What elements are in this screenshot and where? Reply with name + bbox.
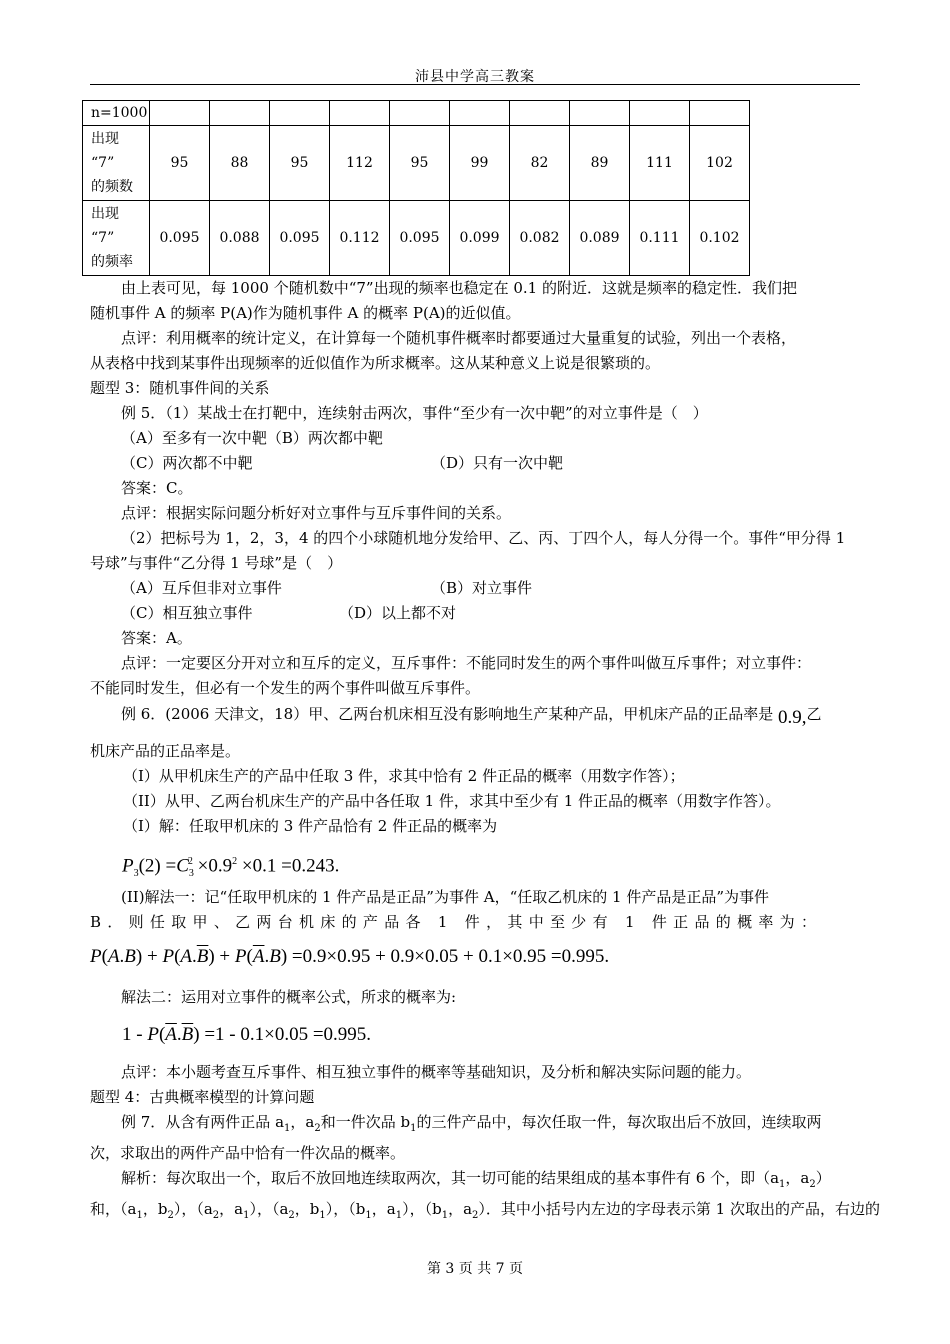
paragraph: 解析：每次取出一个，取后不放回地连续取两次，其一切可能的结果组成的基本事件有 6 个，即（$a_1$，$a_2$） bbox=[121, 1169, 831, 1190]
example-heading: 例 6．(2006 天津文，18）甲、乙两台机床相互没有影响地生产某种产品，甲机床产品的正品率是 0.9,乙 bbox=[121, 705, 822, 728]
solution: （I）解：任取甲机床的 3 件产品恰有 2 件正品的概率为 bbox=[123, 817, 498, 835]
paragraph: 随机事件 A 的频率 P(A)作为随机事件 A 的概率 P(A)的近似值。 bbox=[90, 304, 521, 322]
page-footer: 第 3 页 共 7 页 bbox=[426, 1261, 524, 1277]
table-cell bbox=[450, 101, 510, 126]
table-cell bbox=[390, 101, 450, 126]
option: （B）对立事件 bbox=[431, 579, 533, 597]
count-cell: 111 bbox=[630, 126, 690, 201]
answer: 答案：C。 bbox=[121, 479, 193, 497]
probability-value: 0.9, bbox=[777, 707, 807, 728]
solution: (II)解法一：记“任取甲机床的 1 件产品是正品”为事件 A，“任取乙机床的 1 件产品是正品”为事件 bbox=[121, 888, 769, 906]
comment: 点评：根据实际问题分析好对立事件与互斥事件间的关系。 bbox=[121, 504, 512, 522]
section-heading: 题型 3：随机事件间的关系 bbox=[90, 379, 270, 397]
table-cell bbox=[270, 101, 330, 126]
table-cell bbox=[570, 101, 630, 126]
option: （C）相互独立事件 bbox=[121, 604, 253, 622]
solution: B．则任取甲、乙两台机床的产品各 1 件，其中至少有 1 件正品的概率为： bbox=[90, 913, 823, 931]
count-cell: 99 bbox=[450, 126, 510, 201]
option: （C）两次都不中靶 bbox=[121, 454, 253, 472]
count-cell: 95 bbox=[150, 126, 210, 201]
count-cell: 88 bbox=[210, 126, 270, 201]
row-header-counts: 出现 “7” 的频数 bbox=[83, 126, 150, 201]
count-cell: 112 bbox=[330, 126, 390, 201]
frequency-cell: 0.102 bbox=[690, 201, 750, 276]
comment: 不能同时发生，但必有一个发生的两个事件叫做互斥事件。 bbox=[90, 679, 481, 697]
row-header-frequency: 出现 “7” 的频率 bbox=[83, 201, 150, 276]
count-cell: 82 bbox=[510, 126, 570, 201]
table-cell bbox=[330, 101, 390, 126]
option-line: （A）至多有一次中靶（B）两次都中靶 bbox=[121, 429, 383, 447]
frequency-cell: 0.088 bbox=[210, 201, 270, 276]
paragraph: 机床产品的正品率是。 bbox=[90, 742, 241, 760]
table-cell bbox=[630, 101, 690, 126]
table-cell bbox=[210, 101, 270, 126]
page-header: 沛县中学高三教案 bbox=[415, 69, 535, 85]
table-cell bbox=[690, 101, 750, 126]
solution: 解法二：运用对立事件的概率公式，所求的概率为: bbox=[121, 988, 457, 1006]
example-heading: 例 5．（1）某战士在打靶中，连续射击两次，事件“至少有一次中靶”的对立事件是（ ） bbox=[121, 404, 708, 422]
formula-2: $P(A.B) + P(A.\overline{B}) + P(\overline{A}.B) =0.9\times 0.95 + 0.9\times 0.05 + 0.1\times 0.95 =0.995$. bbox=[90, 946, 610, 967]
section-heading: 题型 4：古典概率模型的计算问题 bbox=[90, 1088, 315, 1106]
comment: 点评：利用概率的统计定义，在计算每一个随机事件概率时都要通过大量重复的试验，列出一个表格， bbox=[121, 329, 797, 347]
option: （D）以上都不对 bbox=[339, 604, 457, 622]
table-row bbox=[83, 126, 750, 201]
table-row bbox=[83, 201, 750, 276]
formula-3: $1 - P(\overline{A}.\overline{B}) =1 - 0.1\times 0.05 =0.995$. bbox=[122, 1024, 372, 1045]
frequency-cell: 0.112 bbox=[330, 201, 390, 276]
table-cell bbox=[510, 101, 570, 126]
count-cell: 95 bbox=[390, 126, 450, 201]
count-cell: 89 bbox=[570, 126, 630, 201]
comment: 点评：本小题考查互斥事件、相互独立事件的概率等基础知识，及分析和解决实际问题的能力。 bbox=[121, 1063, 752, 1081]
example-heading: 例 7．从含有两件正品 $a_1$，$a_2$和一件次品 $b_1$的三件产品中，每次任取一件，每次取出后不放回，连续取两 bbox=[121, 1113, 822, 1134]
paragraph: （2）把标号为 1，2，3，4 的四个小球随机地分发给甲、乙、丙、丁四个人，每人分得一个。事件“甲分得 1 bbox=[121, 529, 846, 547]
frequency-cell: 0.082 bbox=[510, 201, 570, 276]
frequency-table bbox=[82, 100, 750, 276]
question: （I）从甲机床生产的产品中任取 3 件，求其中恰有 2 件正品的概率（用数字作答）； bbox=[123, 767, 685, 785]
frequency-cell: 0.095 bbox=[390, 201, 450, 276]
table-row bbox=[83, 101, 750, 126]
comment: 从表格中找到某事件出现频率的近似值作为所求概率。这从某种意义上说是很繁琐的。 bbox=[90, 354, 661, 372]
option-line bbox=[90, 451, 862, 476]
frequency-cell: 0.095 bbox=[150, 201, 210, 276]
question: （II）从甲、乙两台机床生产的产品中各任取 1 件，求其中至少有 1 件正品的概率（用数字作答）。 bbox=[123, 792, 781, 810]
document-body bbox=[90, 276, 880, 1228]
paragraph: 由上表可见，每 1000 个随机数中“7”出现的频率也稳定在 0.1 的附近．这就是频率的稳定性．我们把 bbox=[121, 279, 797, 297]
answer: 答案：A。 bbox=[121, 629, 192, 647]
paragraph: 次，求取出的两件产品中恰有一件次品的概率。 bbox=[90, 1144, 406, 1162]
count-cell: 102 bbox=[690, 126, 750, 201]
frequency-cell: 0.095 bbox=[270, 201, 330, 276]
paragraph: 和，（$a_1$，$b_2$），（$a_2$，$a_1$），（$a_2$，$b_1$），（$b_1$，$a_1$），（$b_1$，$a_2$）．其中小括号内左边的字母表示第 1 次取出的产品，右边的 bbox=[90, 1200, 880, 1221]
header-rule bbox=[90, 84, 860, 85]
table-cell bbox=[150, 101, 210, 126]
paragraph: 号球”与事件“乙分得 1 号球”是（ ） bbox=[90, 554, 343, 572]
row-header-n: n=1000 bbox=[83, 101, 150, 126]
option-line bbox=[90, 601, 862, 626]
formula-1: $P_3(2) =C_3^2 \times 0.9^2 \times 0.1 =0.243$. bbox=[122, 855, 340, 880]
frequency-cell: 0.111 bbox=[630, 201, 690, 276]
option: （D）只有一次中靶 bbox=[431, 454, 564, 472]
frequency-cell: 0.099 bbox=[450, 201, 510, 276]
comment: 点评：一定要区分开对立和互斥的定义，互斥事件：不能同时发生的两个事件叫做互斥事件；对立事件： bbox=[121, 654, 812, 672]
option: （A）互斥但非对立事件 bbox=[121, 579, 282, 597]
frequency-cell: 0.089 bbox=[570, 201, 630, 276]
count-cell: 95 bbox=[270, 126, 330, 201]
option-line bbox=[90, 576, 862, 601]
